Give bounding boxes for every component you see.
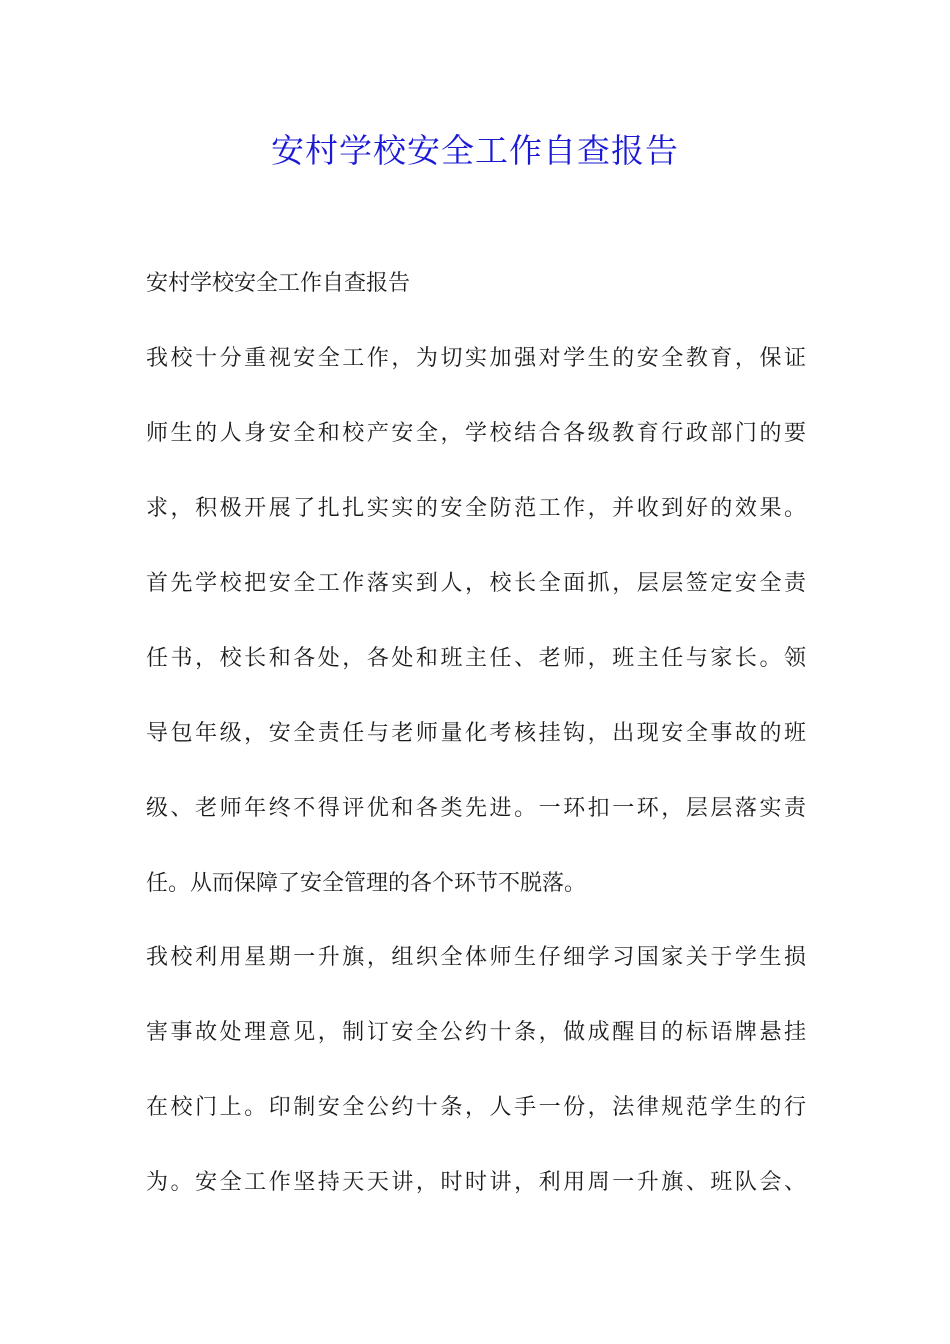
text-line: 我校利用星期一升旗，组织全体师生仔细学习国家关于学生损 — [146, 945, 806, 970]
text-line: 任书，校长和各处，各处和班主任、老师，班主任与家长。领 — [146, 646, 806, 671]
text-line: 害事故处理意见，制订安全公约十条，做成醒目的标语牌悬挂 — [146, 1020, 806, 1045]
text-line: 为。安全工作坚持天天讲，时时讲，利用周一升旗、班队会、 — [146, 1170, 806, 1195]
text-line: 导包年级，安全责任与老师量化考核挂钩，出现安全事故的班 — [146, 721, 806, 746]
text-line: 求，积极开展了扎扎实实的安全防范工作，并收到好的效果。 — [146, 496, 806, 521]
text-line: 级、老师年终不得评优和各类先进。一环扣一环，层层落实责 — [146, 796, 806, 821]
text-line: 在校门上。印制安全公约十条，人手一份，法律规范学生的行 — [146, 1095, 806, 1120]
text-line: 我校十分重视安全工作，为切实加强对学生的安全教育，保证 — [146, 346, 806, 371]
text-line: 首先学校把安全工作落实到人，校长全面抓，层层签定安全责 — [146, 571, 806, 596]
subtitle-line: 安村学校安全工作自查报告 — [146, 271, 411, 296]
text-line: 师生的人身安全和校产安全，学校结合各级教育行政部门的要 — [146, 421, 806, 446]
text-line: 任。从而保障了安全管理的各个环节不脱落。 — [146, 871, 587, 896]
document-title: 安村学校安全工作自查报告 — [271, 131, 679, 170]
